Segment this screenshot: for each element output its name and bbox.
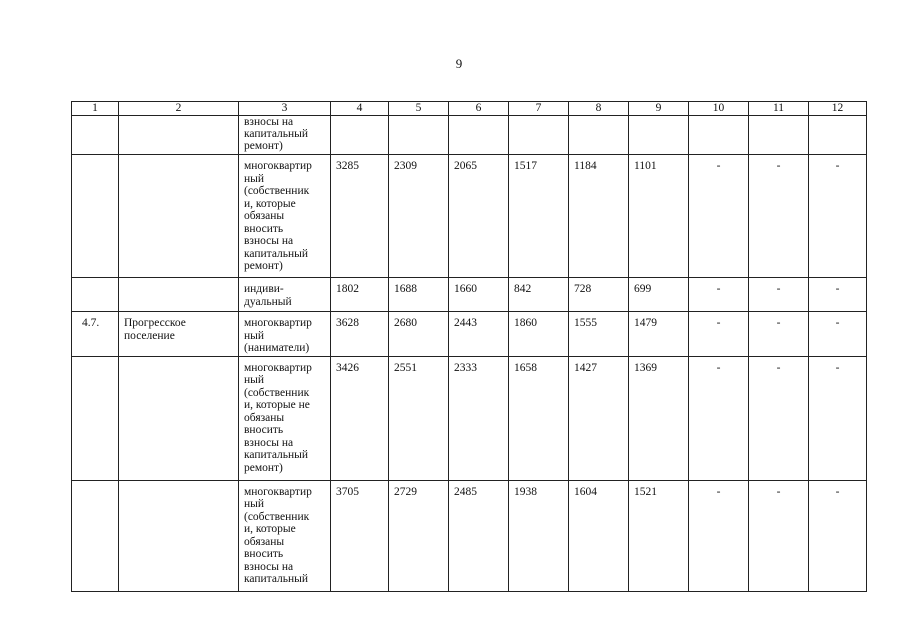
value-cell: 842	[509, 278, 569, 312]
value-cell: -	[689, 356, 749, 480]
housing-type-cell: многоквартир ный (наниматели)	[239, 312, 331, 357]
settlement-cell	[119, 116, 239, 155]
table-header-row	[72, 102, 867, 116]
value-cell	[809, 116, 867, 155]
table-row	[72, 312, 867, 357]
value-cell: 699	[629, 278, 689, 312]
row-number-cell	[72, 356, 119, 480]
value-cell: 1369	[629, 356, 689, 480]
page-number: 9	[455, 56, 463, 71]
value-cell: 1517	[509, 155, 569, 278]
value-cell: 2309	[389, 155, 449, 278]
value-cell: 1521	[629, 480, 689, 591]
value-cell: -	[749, 155, 809, 278]
header-cell: 5	[389, 102, 449, 116]
value-cell: 1604	[569, 480, 629, 591]
value-cell: -	[809, 480, 867, 591]
value-cell: 2443	[449, 312, 509, 357]
table-row	[72, 278, 867, 312]
header-cell: 3	[239, 102, 331, 116]
housing-type-cell: взносы на капитальный ремонт)	[239, 116, 331, 155]
header-cell: 11	[749, 102, 809, 116]
value-cell: 1101	[629, 155, 689, 278]
header-cell: 9	[629, 102, 689, 116]
value-cell: 2551	[389, 356, 449, 480]
value-cell	[749, 116, 809, 155]
value-cell: 2333	[449, 356, 509, 480]
value-cell: -	[689, 278, 749, 312]
value-cell: -	[749, 312, 809, 357]
value-cell: 1660	[449, 278, 509, 312]
row-number-cell	[72, 155, 119, 278]
header-cell: 4	[331, 102, 389, 116]
row-number-cell: 4.7.	[72, 312, 119, 357]
header-cell: 8	[569, 102, 629, 116]
value-cell: 1658	[509, 356, 569, 480]
value-cell: -	[689, 155, 749, 278]
header-cell: 6	[449, 102, 509, 116]
value-cell: 1427	[569, 356, 629, 480]
housing-type-cell: многоквартир ный (собственник и, которые не обязаны вносить взносы на капитальный ремонт)	[239, 356, 331, 480]
value-cell	[569, 116, 629, 155]
table-row	[72, 116, 867, 155]
header-cell: 12	[809, 102, 867, 116]
value-cell: 1802	[331, 278, 389, 312]
value-cell: 1479	[629, 312, 689, 357]
data-table	[71, 101, 867, 592]
settlement-cell	[119, 155, 239, 278]
table-row	[72, 480, 867, 591]
value-cell	[509, 116, 569, 155]
settlement-cell	[119, 356, 239, 480]
header-cell: 2	[119, 102, 239, 116]
value-cell: 3628	[331, 312, 389, 357]
value-cell: 3705	[331, 480, 389, 591]
housing-type-cell: многоквартир ный (собственник и, которые обязаны вносить взносы на капитальный	[239, 480, 331, 591]
value-cell: -	[809, 356, 867, 480]
value-cell: 1860	[509, 312, 569, 357]
value-cell: 728	[569, 278, 629, 312]
value-cell	[389, 116, 449, 155]
value-cell: -	[809, 312, 867, 357]
value-cell: 3426	[331, 356, 389, 480]
settlement-cell	[119, 278, 239, 312]
value-cell: 1938	[509, 480, 569, 591]
row-number-cell	[72, 480, 119, 591]
value-cell: -	[809, 155, 867, 278]
value-cell: 2680	[389, 312, 449, 357]
header-cell: 1	[72, 102, 119, 116]
value-cell: 2065	[449, 155, 509, 278]
value-cell: -	[749, 278, 809, 312]
value-cell: -	[749, 480, 809, 591]
value-cell	[689, 116, 749, 155]
value-cell: 1184	[569, 155, 629, 278]
value-cell: 1555	[569, 312, 629, 357]
housing-type-cell: многоквартир ный (собственник и, которые обязаны вносить взносы на капитальный ремонт)	[239, 155, 331, 278]
row-number-cell	[72, 278, 119, 312]
header-cell: 10	[689, 102, 749, 116]
value-cell: -	[749, 356, 809, 480]
value-cell: -	[809, 278, 867, 312]
header-cell: 7	[509, 102, 569, 116]
table-row	[72, 155, 867, 278]
value-cell	[331, 116, 389, 155]
value-cell: -	[689, 312, 749, 357]
settlement-cell: Прогресское поселение	[119, 312, 239, 357]
value-cell: 3285	[331, 155, 389, 278]
value-cell: -	[689, 480, 749, 591]
row-number-cell	[72, 116, 119, 155]
value-cell	[449, 116, 509, 155]
value-cell: 1688	[389, 278, 449, 312]
table-row	[72, 356, 867, 480]
value-cell: 2729	[389, 480, 449, 591]
settlement-cell	[119, 480, 239, 591]
housing-type-cell: индиви- дуальный	[239, 278, 331, 312]
value-cell	[629, 116, 689, 155]
value-cell: 2485	[449, 480, 509, 591]
